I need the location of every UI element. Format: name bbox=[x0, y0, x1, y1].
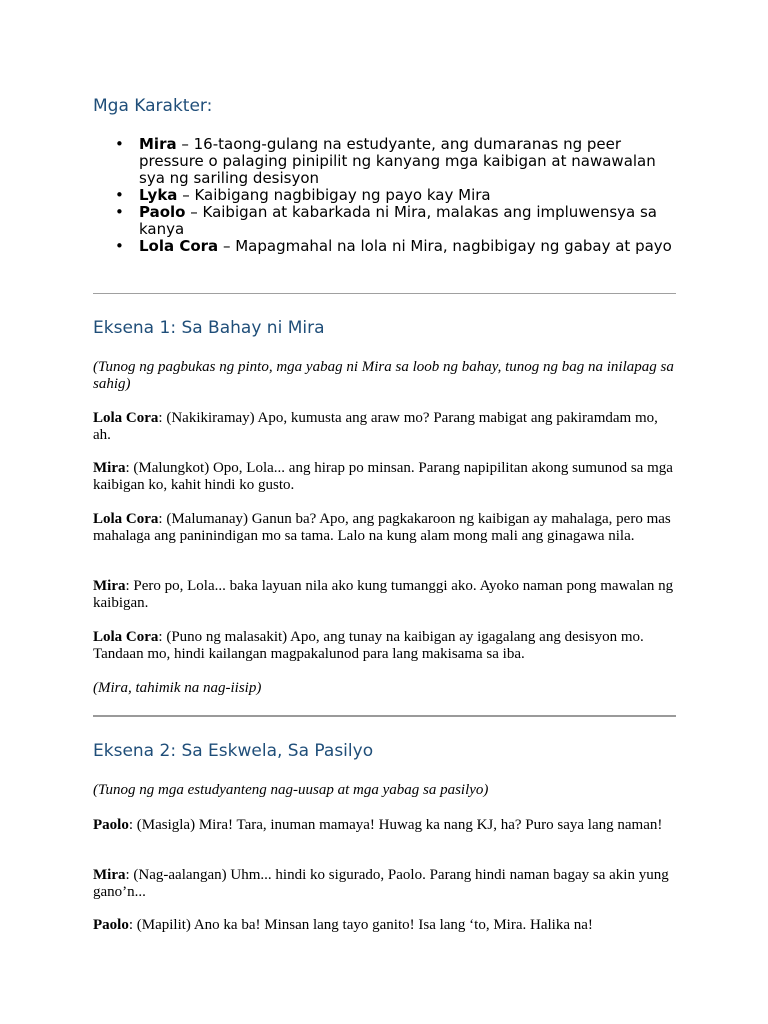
speaker-name: Lola Cora bbox=[93, 511, 159, 527]
dialogue-line bbox=[93, 410, 676, 444]
character-desc: – Kaibigang nagbibigay ng payo kay Mira bbox=[177, 186, 491, 205]
character-name: Lyka bbox=[139, 186, 178, 205]
dialogue-line bbox=[93, 629, 676, 663]
character-name: Lola Cora bbox=[139, 236, 219, 255]
dialogue-text: : (Puno ng malasakit) Apo, ang tunay na kaibigan ay igagalang ang desisyon mo. Tandaan mo, hindi kailangan magpakalunod para lang makisama sa iba. bbox=[93, 629, 644, 662]
character-desc: – Kaibigan at kabarkada ni Mira, malakas ang impluwensya sa kanya bbox=[139, 203, 657, 238]
dialogue-text: : (Malumanay) Ganun ba? Apo, ang pagkakaroon ng kaibigan ay mahalaga, pero mas mahalaga ang paninindigan mo sa tama. Lalo na kung alam mong mali ang ginagawa nila. bbox=[93, 511, 671, 544]
stage-direction: (Tunog ng mga estudyanteng nag-uusap at mga yabag sa pasilyo) bbox=[93, 782, 489, 798]
character-list bbox=[93, 136, 676, 255]
dialogue-text: : (Nag-aalangan) Uhm... hindi ko sigurado, Paolo. Parang hindi naman bagay sa akin yung gano’n... bbox=[93, 867, 669, 900]
speaker-name: Mira bbox=[93, 578, 126, 594]
bullet-icon: • bbox=[115, 135, 124, 153]
bullet-icon: • bbox=[115, 203, 124, 222]
character-item bbox=[93, 238, 676, 255]
bullet-icon: • bbox=[115, 236, 124, 255]
character-desc: – Mapagmahal na lola ni Mira, nagbibigay ng gabay at payo bbox=[218, 236, 672, 255]
character-item bbox=[93, 187, 676, 204]
characters-heading: Mga Karakter: bbox=[93, 96, 213, 116]
speaker-name: Mira bbox=[93, 460, 126, 476]
section-divider bbox=[93, 715, 676, 717]
character-name: Paolo bbox=[139, 203, 186, 222]
dialogue-line bbox=[93, 460, 676, 494]
speaker-name: Paolo bbox=[93, 817, 129, 833]
speaker-name: Paolo bbox=[93, 917, 129, 933]
speaker-name: Mira bbox=[93, 867, 126, 883]
scene1-heading: Eksena 1: Sa Bahay ni Mira bbox=[93, 318, 325, 338]
scene2-heading: Eksena 2: Sa Eskwela, Sa Pasilyo bbox=[93, 741, 374, 761]
speaker-name: Lola Cora bbox=[93, 410, 159, 426]
character-item bbox=[93, 204, 676, 238]
dialogue-line bbox=[93, 917, 676, 934]
dialogue-text: : (Malungkot) Opo, Lola... ang hirap po minsan. Parang napipilitan akong sumunod sa mga kaibigan ko, kahit hindi ko gusto. bbox=[93, 460, 673, 493]
speaker-name: Lola Cora bbox=[93, 629, 159, 645]
dialogue-text: : Pero po, Lola... baka layuan nila ako kung tumanggi ako. Ayoko naman pong mawalan ng kaibigan. bbox=[93, 578, 674, 611]
character-name: Mira bbox=[139, 135, 177, 153]
dialogue-text: : (Masigla) Mira! Tara, inuman mamaya! Huwag ka nang KJ, ha? Puro saya lang naman! bbox=[128, 817, 663, 833]
stage-direction: (Mira, tahimik na nag-iisip) bbox=[93, 680, 262, 696]
dialogue-text: : (Mapilit) Ano ka ba! Minsan lang tayo ganito! Isa lang ‘to, Mira. Halika na! bbox=[128, 917, 593, 933]
character-item bbox=[93, 136, 676, 186]
section-divider bbox=[93, 293, 676, 294]
bullet-icon: • bbox=[115, 186, 124, 205]
dialogue-line bbox=[93, 578, 676, 612]
dialogue-line bbox=[93, 817, 676, 834]
dialogue-line bbox=[93, 511, 676, 545]
stage-direction: (Tunog ng pagbukas ng pinto, mga yabag ni Mira sa loob ng bahay, tunog ng bag na inilapag sa sahig) bbox=[93, 359, 674, 392]
dialogue-line bbox=[93, 867, 676, 901]
character-desc: – 16-taong-gulang na estudyante, ang dumaranas ng peer pressure o palaging pinipilit ng kanyang mga kaibigan at nawawalan sya ng sariling desisyon bbox=[139, 135, 656, 187]
dialogue-text: : (Nakikiramay) Apo, kumusta ang araw mo? Parang mabigat ang pakiramdam mo, ah. bbox=[93, 410, 658, 443]
